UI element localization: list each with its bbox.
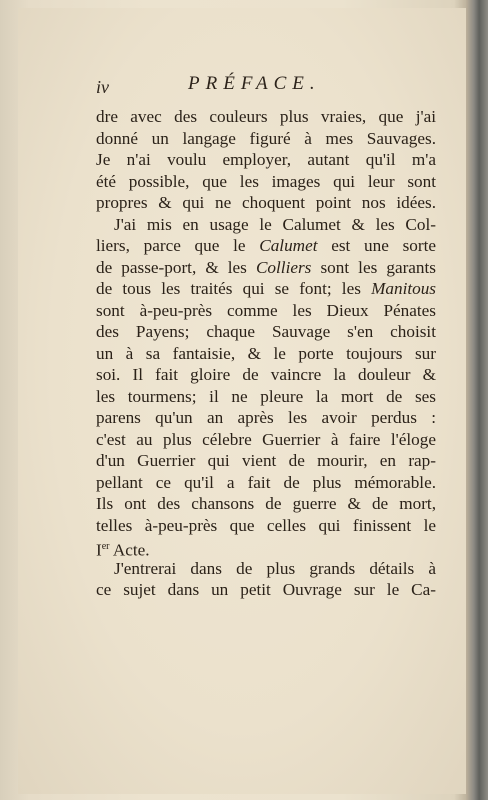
text-line: de tous les traités qui se font; les Manitous xyxy=(96,279,436,298)
text-line: les tourmens; il ne pleure la mort de ses xyxy=(96,386,436,406)
text-line: Ils ont des chansons de guerre & de mort, xyxy=(96,494,436,513)
text-line: d'un Guerrier qui vient de mourir, en rap- xyxy=(96,451,436,470)
running-title: PRÉFACE. xyxy=(188,73,321,94)
text-line: J'entrerai dans de plus grands détails à xyxy=(114,558,436,578)
text-line: c'est au plus célebre Guerrier à faire l'éloge xyxy=(96,429,436,449)
book-spine-edge xyxy=(466,0,488,800)
body-text xyxy=(96,106,436,601)
text-line: été possible, que les images qui leur sont xyxy=(96,171,436,191)
running-head xyxy=(96,73,408,99)
text-line: un à sa fantaisie, & le porte toujours sur xyxy=(96,343,436,363)
text-line: liers, parce que le Calumet est une sorte xyxy=(96,236,436,255)
page-number: iv xyxy=(96,77,109,97)
text-line: dre avec des couleurs plus vraies, que j'ai xyxy=(96,107,436,126)
text-line: Je n'ai voulu employer, autant qu'il m'a xyxy=(96,150,436,169)
text-line: des Payens; chaque Sauvage s'en choisit xyxy=(96,322,436,341)
text-line: propres & qui ne choquent point nos idées. xyxy=(96,193,436,212)
text-line: Ier Acte. xyxy=(96,540,150,560)
text-line: J'ai mis en usage le Calumet & les Col- xyxy=(114,214,436,234)
text-line: telles à-peu-près que celles qui finissent le xyxy=(96,515,436,535)
text-line: soi. Il fait gloire de vaincre la douleur & xyxy=(96,365,436,384)
text-line: sont à-peu-près comme les Dieux Pénates xyxy=(96,300,436,320)
text-line: parens qu'un an après les avoir perdus : xyxy=(96,408,436,427)
text-line: pellant ce qu'il a fait de plus mémorable. xyxy=(96,472,436,492)
text-line: de passe-port, & les Colliers sont les garants xyxy=(96,257,436,277)
text-line: ce sujet dans un petit Ouvrage sur le Ca- xyxy=(96,580,436,599)
text-line: donné un langage figuré à mes Sauvages. xyxy=(96,128,436,148)
